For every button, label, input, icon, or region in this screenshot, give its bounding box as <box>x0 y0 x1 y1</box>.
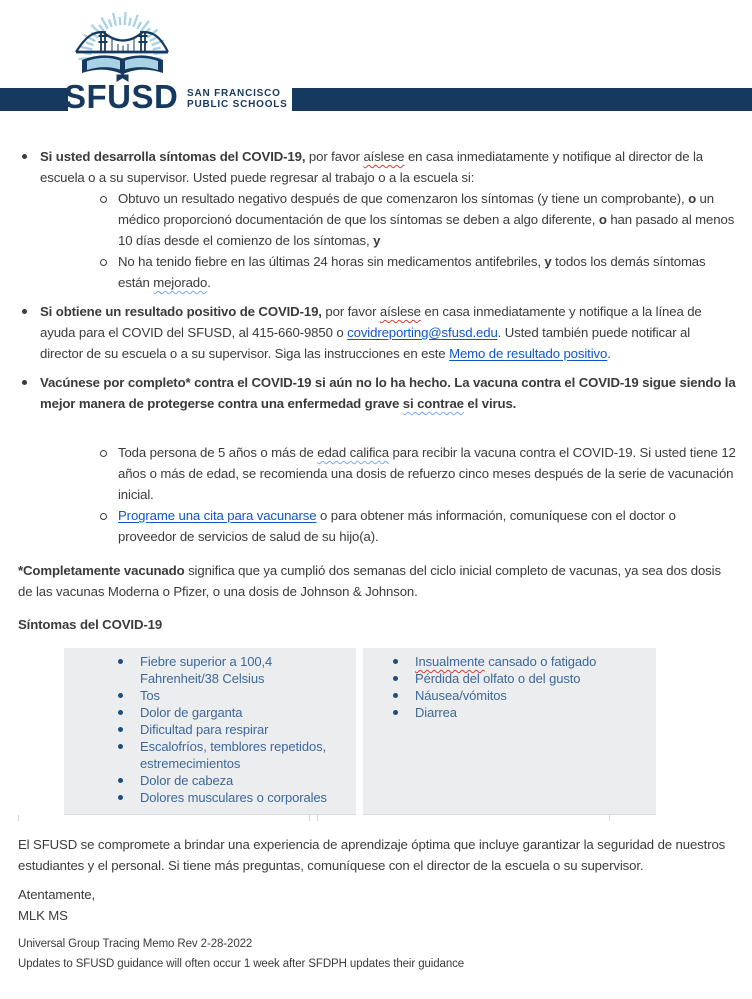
logo-subtitle-line2: PUBLIC SCHOOLS <box>187 99 288 110</box>
text-segment: o <box>688 191 696 206</box>
text-segment: Dolor de garganta <box>140 705 243 720</box>
header-bar-right <box>292 88 752 111</box>
memo-body <box>18 146 736 974</box>
header <box>0 0 752 118</box>
bullet-icon <box>118 744 123 749</box>
text-segment: Tos <box>140 688 160 703</box>
symptoms-column-left <box>64 648 356 815</box>
symptom-item <box>118 653 350 687</box>
bullet-icon <box>393 710 398 715</box>
bullet-text <box>40 372 736 414</box>
symptom-item <box>118 789 350 806</box>
text-segment: Si obtiene un resultado positivo de COVID-19, <box>40 304 322 319</box>
sub-bullet-text <box>118 505 736 547</box>
bullet-icon <box>118 727 123 732</box>
text-segment: edad califica <box>317 445 390 460</box>
symptoms-table <box>64 648 656 815</box>
text-segment: o para obtener más información, comuníquese con el doctor o proveedor de servicios de salud de su hijo(a). <box>118 508 676 544</box>
table-empty-cell <box>18 815 310 821</box>
vaccine-info-list <box>18 442 736 547</box>
footer-guidance-line: Updates to SFUSD guidance will often occur 1 week after SFDPH updates their guidance <box>18 957 465 970</box>
bullet-item-positive-result <box>18 301 736 364</box>
footer-note <box>18 935 736 974</box>
text-segment: mejorado <box>153 275 208 290</box>
text-segment: y <box>544 254 552 269</box>
text-segment: un médico proporcionó documentación de que los síntomas se deben a algo diferente, <box>118 191 714 227</box>
bullet-item-develop-symptoms <box>18 146 736 293</box>
bullet-icon <box>118 693 123 698</box>
inline-link[interactable]: Programe una cita para vacunarse <box>118 508 317 523</box>
text-segment: o <box>598 212 607 227</box>
symptom-item <box>393 670 650 687</box>
bullet-icon <box>118 795 123 800</box>
closing-paragraph: El SFUSD se compromete a brindar una experiencia de aprendizaje óptima que incluye garantizar la seguridad de nuestros estudiantes y el personal. Si tiene más preguntas, comuníquese con el director de la escuela o su supervisor. <box>18 837 726 873</box>
bullet-icon <box>22 380 27 385</box>
text-segment: . <box>607 346 611 361</box>
table-empty-gap <box>310 815 317 821</box>
text-segment: Toda persona de 5 años o más de <box>118 445 318 460</box>
symptom-item <box>118 772 350 789</box>
signature-name: MLK MS <box>18 908 68 923</box>
text-segment: el virus. <box>463 396 517 411</box>
symptoms-list-left <box>118 653 350 806</box>
sub-bullet-text <box>118 188 736 251</box>
bullet-icon <box>118 659 123 664</box>
text-segment: Escalofríos, temblores repetidos, estremecimientos <box>140 739 327 771</box>
text-segment: aíslese <box>363 149 405 164</box>
symptom-label <box>140 790 327 805</box>
text-segment: si contrae <box>402 396 464 411</box>
table-empty-cell <box>317 815 610 821</box>
hollow-bullet-icon <box>100 196 107 203</box>
text-segment: Si usted desarrolla síntomas del COVID-19, <box>40 149 306 164</box>
fully-vaccinated-footnote <box>18 560 736 602</box>
text-segment: Dificultad para respirar <box>140 722 269 737</box>
text-segment: No ha tenido fiebre en las últimas 24 horas sin medicamentos antifebriles, <box>118 254 545 269</box>
bullet-text <box>40 146 736 188</box>
sfusd-logo-emblem <box>62 6 182 86</box>
symptom-item <box>118 687 350 704</box>
inline-link[interactable]: Memo de resultado positivo <box>449 346 608 361</box>
symptom-label <box>140 773 233 788</box>
symptom-item <box>393 704 650 721</box>
sub-bullet-text <box>118 251 736 293</box>
symptom-label <box>415 671 580 686</box>
hollow-bullet-icon <box>100 513 107 520</box>
hollow-bullet-icon <box>100 450 107 457</box>
bullet-text <box>40 301 736 364</box>
text-segment: . Usted también puede notificar al director de su escuela o a su supervisor. Siga las instrucciones en este <box>40 325 691 361</box>
header-bar-left <box>0 88 68 111</box>
sub-bullet-no-fever <box>40 251 736 293</box>
text-segment: Náusea/vómitos <box>415 688 507 703</box>
text-segment: Dolores musculares o corporales <box>140 790 327 805</box>
signature-block <box>18 884 736 926</box>
sub-bullet-text <box>118 442 736 505</box>
symptom-label <box>140 722 268 737</box>
text-segment: significa que ya cumplió dos semanas del ciclo inicial completo de vacunas, ya sea dos dosis de las vacunas Moderna o Pfizer, o una dosis de Johnson & Johnson. <box>18 563 721 599</box>
text-segment: por favor <box>321 304 380 319</box>
symptoms-list-right <box>393 653 650 721</box>
symptom-label <box>140 705 242 720</box>
signature-salutation: Atentamente, <box>18 887 96 902</box>
text-segment: por favor <box>305 149 364 164</box>
symptom-item <box>393 687 650 704</box>
text-segment: Obtuvo un resultado negativo después de que comenzaron los síntomas (y tiene un comprobante), <box>118 191 689 206</box>
return-conditions-list <box>40 188 736 293</box>
bullet-icon <box>118 710 123 715</box>
symptoms-heading: Síntomas del COVID-19 <box>18 617 163 632</box>
text-segment: y <box>373 233 381 248</box>
symptom-label <box>140 654 272 686</box>
hollow-bullet-icon <box>100 259 107 266</box>
bullet-icon <box>393 676 398 681</box>
sub-bullet-eligibility <box>18 442 736 505</box>
text-segment: Pérdida del olfato o del gusto <box>415 671 581 686</box>
text-segment: para recibir la vacuna contra el COVID-19. Si usted tiene 12 años o más de edad, se recomienda una dosis de refuerzo cinco meses después de la serie de vacunación inicial. <box>118 445 736 502</box>
bullet-icon <box>393 693 398 698</box>
main-bullet-list <box>18 146 736 414</box>
logo-acronym: SFUSD <box>64 78 179 115</box>
table-empty-row <box>18 815 610 821</box>
text-segment: Insualmente <box>415 654 485 669</box>
text-segment: han pasado al menos 10 días desde el comienzo de los síntomas, <box>118 212 735 248</box>
table-column-divider <box>356 648 363 815</box>
text-segment: Dolor de cabeza <box>140 773 234 788</box>
text-segment: Diarrea <box>415 705 457 720</box>
symptoms-column-right <box>363 648 656 815</box>
text-segment: cansado o fatigado <box>484 654 597 669</box>
text-segment: *Completamente vacunado <box>18 563 185 578</box>
text-segment: Fiebre superior a 100,4 Fahrenheit/38 Celsius <box>140 654 273 686</box>
symptom-label <box>140 739 326 771</box>
symptom-item <box>393 653 650 670</box>
text-segment: en casa inmediatamente y notifique a la línea de ayuda para el COVID del SFUSD, al 415-660-9850 o <box>40 304 702 340</box>
symptom-label <box>415 705 457 720</box>
text-segment: aíslese <box>379 304 421 319</box>
symptom-item <box>118 704 350 721</box>
bullet-item-get-vaccinated <box>18 372 736 414</box>
text-segment: Vacúnese por completo* contra el COVID-19 si aún no lo ha hecho. La vacuna contra el COVID-19 sigue siendo la mejor manera de protegerse contra una enfermedad grave <box>40 375 736 411</box>
bullet-icon <box>22 154 27 159</box>
sub-bullet-negative-result <box>40 188 736 251</box>
bullet-icon <box>22 309 27 314</box>
text-segment: en casa inmediatamente y notifique al director de la escuela o a su supervisor. Usted puede regresar al trabajo o a la escuela si: <box>40 149 704 185</box>
symptom-label <box>415 688 507 703</box>
symptom-item <box>118 738 350 772</box>
logo-subtitle <box>187 88 288 110</box>
symptom-item <box>118 721 350 738</box>
footer-revision-line: Universal Group Tracing Memo Rev 2-28-2022 <box>18 938 253 950</box>
text-segment: . <box>207 275 211 290</box>
logo-subtitle-line1: SAN FRANCISCO <box>187 88 281 99</box>
text-segment: todos los demás síntomas están <box>118 254 706 290</box>
inline-link[interactable]: covidreporting@sfusd.edu <box>347 325 498 340</box>
bullet-icon <box>118 778 123 783</box>
symptom-label <box>415 654 596 669</box>
sub-bullet-appointment <box>18 505 736 547</box>
symptom-label <box>140 688 160 703</box>
bullet-icon <box>393 659 398 664</box>
